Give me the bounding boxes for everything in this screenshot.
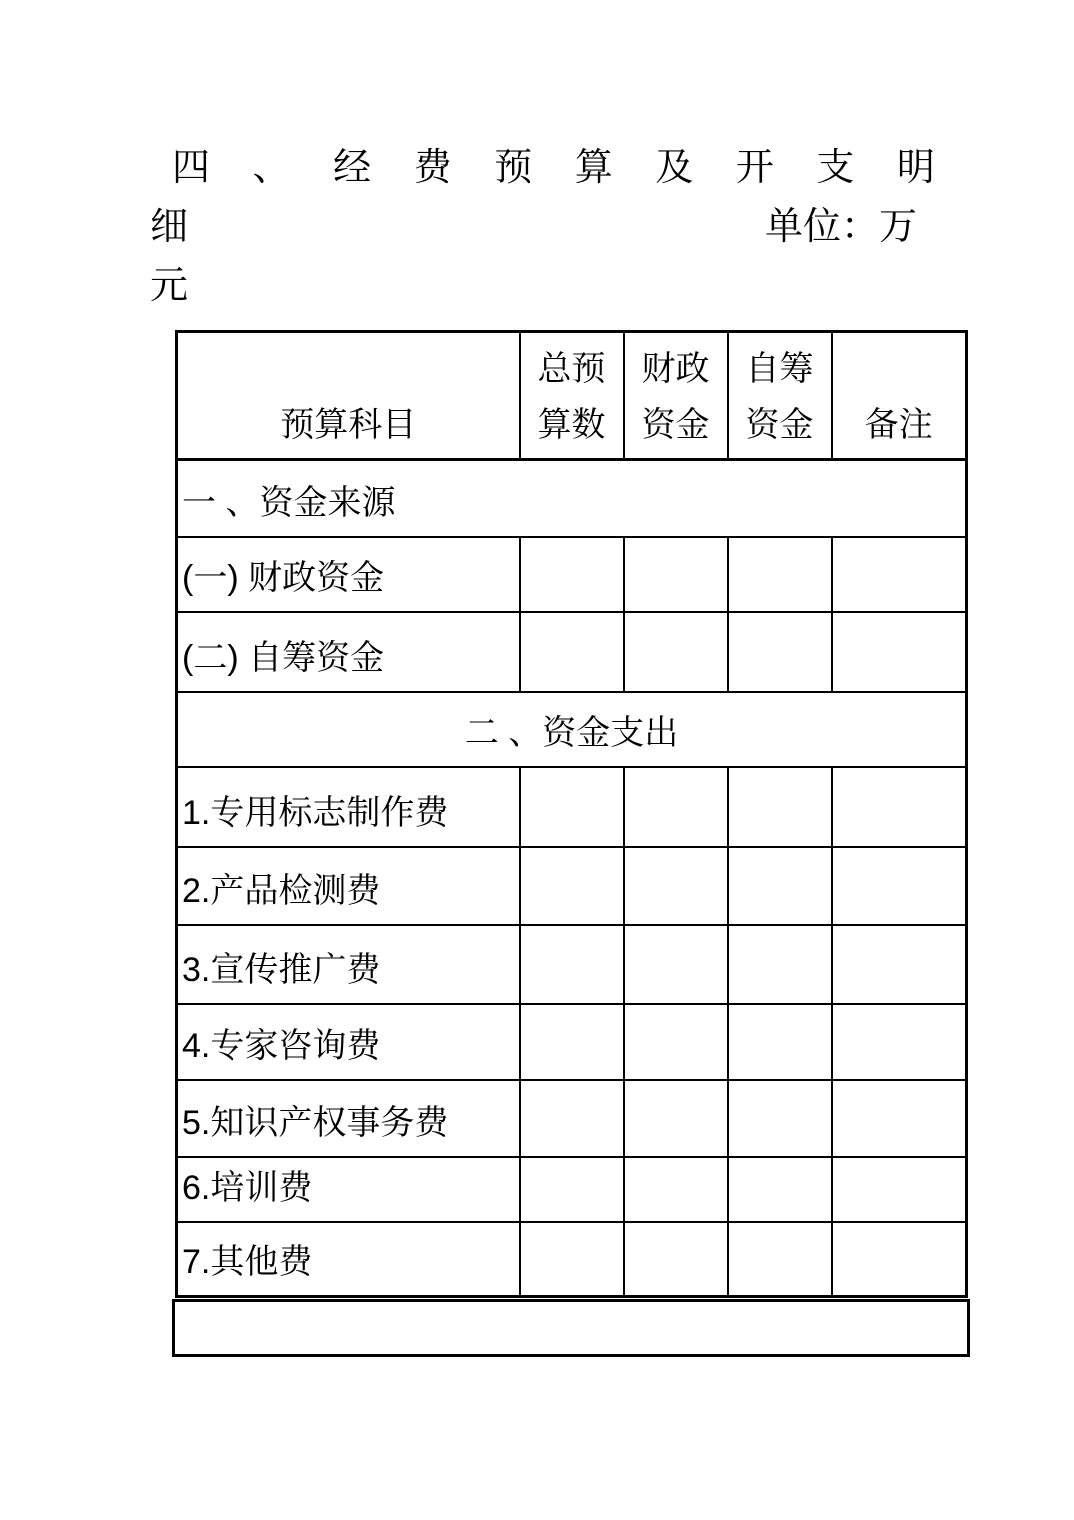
cell-self-raised[interactable] bbox=[728, 1004, 832, 1080]
cell-total-budget[interactable] bbox=[520, 537, 624, 612]
cell-remarks[interactable] bbox=[832, 767, 967, 847]
row-label: 7.其他费 bbox=[177, 1222, 520, 1297]
unit-label: 单位：万 bbox=[764, 206, 917, 248]
title-line-1: 四 、 经 费 预 算 及 开 支 明 bbox=[172, 147, 935, 189]
cell-remarks[interactable] bbox=[832, 537, 967, 612]
cell-self-raised[interactable] bbox=[728, 612, 832, 692]
bottom-note-box[interactable] bbox=[172, 1299, 970, 1357]
cell-total-budget[interactable] bbox=[520, 925, 624, 1004]
cell-self-raised[interactable] bbox=[728, 767, 832, 847]
cell-self-raised[interactable] bbox=[728, 925, 832, 1004]
cell-fiscal-funds[interactable] bbox=[624, 925, 728, 1004]
table-header-row bbox=[177, 332, 967, 460]
cell-total-budget[interactable] bbox=[520, 1157, 624, 1222]
section-row-fund-sources bbox=[177, 460, 967, 537]
title-line-2-wrap-char: 细 bbox=[150, 206, 189, 248]
cell-self-raised[interactable] bbox=[728, 1222, 832, 1297]
cell-remarks[interactable] bbox=[832, 1004, 967, 1080]
cell-remarks[interactable] bbox=[832, 1222, 967, 1297]
row-label: (二) 自筹资金 bbox=[177, 612, 520, 692]
header-remarks: 备注 bbox=[832, 332, 967, 460]
row-product-testing-fee bbox=[177, 847, 967, 925]
cell-fiscal-funds[interactable] bbox=[624, 1080, 728, 1157]
section-row-fund-expenditure bbox=[177, 692, 967, 767]
row-training-fee bbox=[177, 1157, 967, 1222]
row-fiscal-funds bbox=[177, 537, 967, 612]
cell-fiscal-funds[interactable] bbox=[624, 1004, 728, 1080]
header-budget-subject: 预算科目 bbox=[177, 332, 520, 460]
section-label-fund-sources: 一 、资金来源 bbox=[177, 460, 967, 537]
section-label-fund-expenditure: 二 、资金支出 bbox=[177, 692, 967, 767]
row-label: 1.专用标志制作费 bbox=[177, 767, 520, 847]
cell-fiscal-funds[interactable] bbox=[624, 1222, 728, 1297]
cell-remarks[interactable] bbox=[832, 1080, 967, 1157]
cell-fiscal-funds[interactable] bbox=[624, 1157, 728, 1222]
header-total-budget: 总预算数 bbox=[520, 332, 624, 460]
row-other-fee bbox=[177, 1222, 967, 1297]
row-ip-affairs-fee bbox=[177, 1080, 967, 1157]
cell-self-raised[interactable] bbox=[728, 1080, 832, 1157]
cell-self-raised[interactable] bbox=[728, 537, 832, 612]
document-title-block bbox=[150, 134, 935, 311]
cell-fiscal-funds[interactable] bbox=[624, 847, 728, 925]
cell-remarks[interactable] bbox=[832, 847, 967, 925]
cell-fiscal-funds[interactable] bbox=[624, 537, 728, 612]
title-line-2 bbox=[150, 193, 935, 252]
row-label: 6.培训费 bbox=[177, 1157, 520, 1222]
row-self-raised-funds bbox=[177, 612, 967, 692]
cell-total-budget[interactable] bbox=[520, 1004, 624, 1080]
row-label: 2.产品检测费 bbox=[177, 847, 520, 925]
row-expert-consulting-fee bbox=[177, 1004, 967, 1080]
cell-total-budget[interactable] bbox=[520, 847, 624, 925]
row-label: (一) 财政资金 bbox=[177, 537, 520, 612]
cell-total-budget[interactable] bbox=[520, 1222, 624, 1297]
title-line-3-wrap-char: 元 bbox=[150, 265, 189, 307]
header-fiscal-funds: 财政资金 bbox=[624, 332, 728, 460]
cell-self-raised[interactable] bbox=[728, 847, 832, 925]
row-label: 4.专家咨询费 bbox=[177, 1004, 520, 1080]
cell-remarks[interactable] bbox=[832, 612, 967, 692]
cell-fiscal-funds[interactable] bbox=[624, 612, 728, 692]
budget-table bbox=[175, 330, 968, 1298]
cell-total-budget[interactable] bbox=[520, 767, 624, 847]
cell-self-raised[interactable] bbox=[728, 1157, 832, 1222]
row-label: 5.知识产权事务费 bbox=[177, 1080, 520, 1157]
row-promotion-fee bbox=[177, 925, 967, 1004]
cell-remarks[interactable] bbox=[832, 1157, 967, 1222]
row-label: 3.宣传推广费 bbox=[177, 925, 520, 1004]
row-special-mark-production-fee bbox=[177, 767, 967, 847]
cell-remarks[interactable] bbox=[832, 925, 967, 1004]
header-self-raised: 自筹资金 bbox=[728, 332, 832, 460]
cell-total-budget[interactable] bbox=[520, 612, 624, 692]
cell-fiscal-funds[interactable] bbox=[624, 767, 728, 847]
cell-total-budget[interactable] bbox=[520, 1080, 624, 1157]
